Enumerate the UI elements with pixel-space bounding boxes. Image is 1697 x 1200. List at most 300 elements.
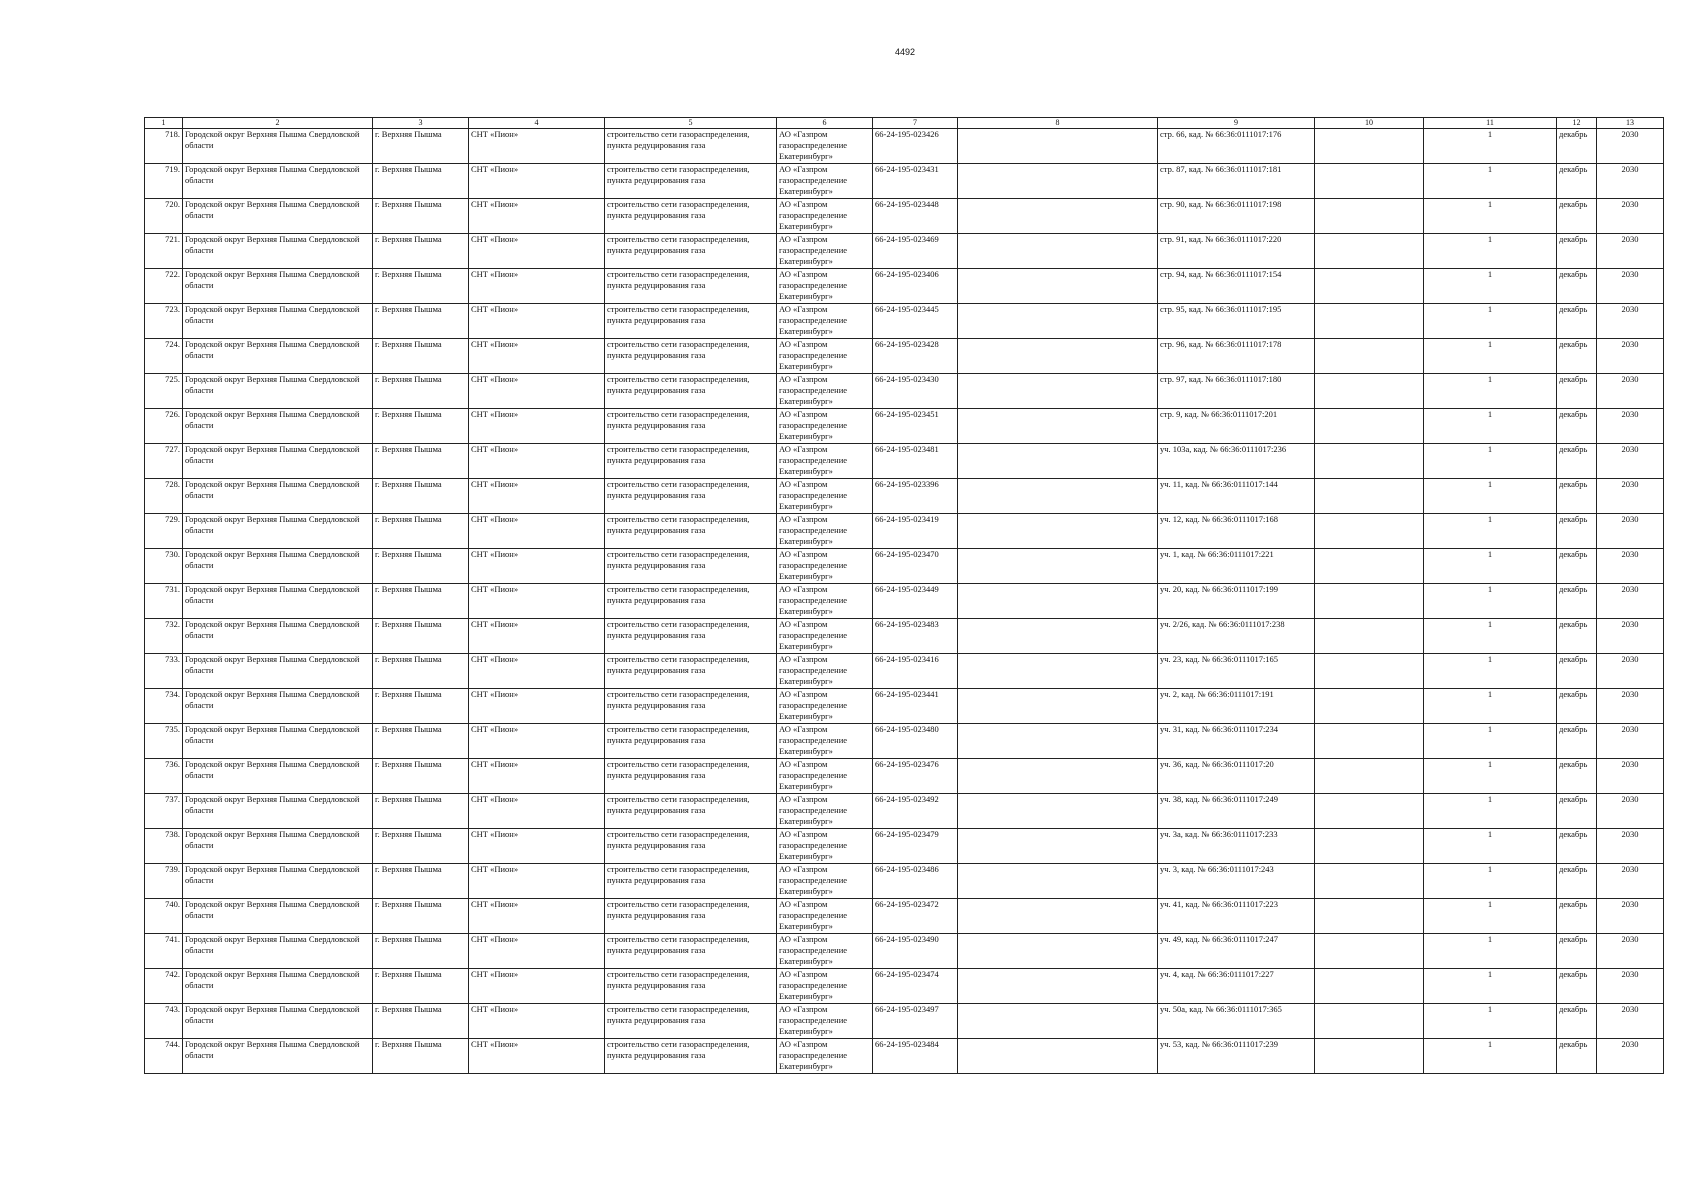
project-code-cell: 66-24-195-023484 (873, 1039, 958, 1074)
city-cell: г. Верхняя Пышма (373, 829, 469, 864)
month-cell: декабрь (1557, 969, 1597, 1004)
column-header: 9 (1158, 118, 1315, 129)
quantity-cell: 1 (1424, 1004, 1557, 1039)
snt-cell: СНТ «Пион» (469, 969, 605, 1004)
organization-cell: АО «Газпром газораспределение Екатеринбург» (777, 934, 873, 969)
project-code-cell: 66-24-195-023470 (873, 549, 958, 584)
project-code-cell: 66-24-195-023476 (873, 759, 958, 794)
address-cell: уч. 31, кад. № 66:36:0111017:234 (1158, 724, 1315, 759)
district-cell: Городской округ Верхняя Пышма Свердловской области (183, 514, 373, 549)
year-cell: 2030 (1597, 619, 1664, 654)
row-number: 722. (145, 269, 183, 304)
district-cell: Городской округ Верхняя Пышма Свердловской области (183, 444, 373, 479)
quantity-cell: 1 (1424, 899, 1557, 934)
address-cell: стр. 90, кад. № 66:36:0111017:198 (1158, 199, 1315, 234)
project-code-cell: 66-24-195-023490 (873, 934, 958, 969)
district-cell: Городской округ Верхняя Пышма Свердловской области (183, 654, 373, 689)
city-cell: г. Верхняя Пышма (373, 444, 469, 479)
address-cell: уч. 103а, кад. № 66:36:0111017:236 (1158, 444, 1315, 479)
snt-cell: СНТ «Пион» (469, 234, 605, 269)
work-type-cell: строительство сети газораспределения, пункта редуцирования газа (605, 584, 777, 619)
snt-cell: СНТ «Пион» (469, 759, 605, 794)
year-cell: 2030 (1597, 759, 1664, 794)
quantity-cell: 1 (1424, 234, 1557, 269)
city-cell: г. Верхняя Пышма (373, 794, 469, 829)
work-type-cell: строительство сети газораспределения, пункта редуцирования газа (605, 619, 777, 654)
table-row (145, 899, 1664, 934)
empty-cell (1315, 479, 1424, 514)
row-number: 740. (145, 899, 183, 934)
row-number: 718. (145, 129, 183, 164)
empty-cell (958, 654, 1158, 689)
organization-cell: АО «Газпром газораспределение Екатеринбург» (777, 1039, 873, 1074)
quantity-cell: 1 (1424, 584, 1557, 619)
work-type-cell: строительство сети газораспределения, пункта редуцирования газа (605, 199, 777, 234)
year-cell: 2030 (1597, 444, 1664, 479)
row-number: 736. (145, 759, 183, 794)
year-cell: 2030 (1597, 234, 1664, 269)
snt-cell: СНТ «Пион» (469, 269, 605, 304)
month-cell: декабрь (1557, 829, 1597, 864)
month-cell: декабрь (1557, 444, 1597, 479)
empty-cell (958, 339, 1158, 374)
month-cell: декабрь (1557, 934, 1597, 969)
district-cell: Городской округ Верхняя Пышма Свердловской области (183, 864, 373, 899)
year-cell: 2030 (1597, 689, 1664, 724)
quantity-cell: 1 (1424, 794, 1557, 829)
project-code-cell: 66-24-195-023396 (873, 479, 958, 514)
district-cell: Городской округ Верхняя Пышма Свердловской области (183, 234, 373, 269)
year-cell: 2030 (1597, 1039, 1664, 1074)
month-cell: декабрь (1557, 339, 1597, 374)
snt-cell: СНТ «Пион» (469, 1039, 605, 1074)
city-cell: г. Верхняя Пышма (373, 654, 469, 689)
column-header: 13 (1597, 118, 1664, 129)
city-cell: г. Верхняя Пышма (373, 864, 469, 899)
project-code-cell: 66-24-195-023451 (873, 409, 958, 444)
empty-cell (1315, 514, 1424, 549)
empty-cell (1315, 724, 1424, 759)
table-row (145, 689, 1664, 724)
district-cell: Городской округ Верхняя Пышма Свердловской области (183, 409, 373, 444)
empty-cell (1315, 374, 1424, 409)
empty-cell (958, 374, 1158, 409)
empty-cell (958, 794, 1158, 829)
month-cell: декабрь (1557, 234, 1597, 269)
table-body (145, 129, 1664, 1074)
empty-cell (958, 724, 1158, 759)
year-cell: 2030 (1597, 269, 1664, 304)
row-number: 735. (145, 724, 183, 759)
work-type-cell: строительство сети газораспределения, пункта редуцирования газа (605, 444, 777, 479)
work-type-cell: строительство сети газораспределения, пункта редуцирования газа (605, 934, 777, 969)
quantity-cell: 1 (1424, 514, 1557, 549)
table-row (145, 129, 1664, 164)
district-cell: Городской округ Верхняя Пышма Свердловской области (183, 374, 373, 409)
empty-cell (958, 514, 1158, 549)
month-cell: декабрь (1557, 724, 1597, 759)
organization-cell: АО «Газпром газораспределение Екатеринбург» (777, 164, 873, 199)
snt-cell: СНТ «Пион» (469, 164, 605, 199)
organization-cell: АО «Газпром газораспределение Екатеринбург» (777, 864, 873, 899)
year-cell: 2030 (1597, 584, 1664, 619)
column-header: 4 (469, 118, 605, 129)
table-row (145, 269, 1664, 304)
month-cell: декабрь (1557, 514, 1597, 549)
empty-cell (958, 759, 1158, 794)
district-cell: Городской округ Верхняя Пышма Свердловской области (183, 199, 373, 234)
address-cell: стр. 94, кад. № 66:36:0111017:154 (1158, 269, 1315, 304)
column-header: 2 (183, 118, 373, 129)
snt-cell: СНТ «Пион» (469, 409, 605, 444)
month-cell: декабрь (1557, 1039, 1597, 1074)
empty-cell (958, 269, 1158, 304)
quantity-cell: 1 (1424, 164, 1557, 199)
snt-cell: СНТ «Пион» (469, 339, 605, 374)
snt-cell: СНТ «Пион» (469, 584, 605, 619)
empty-cell (1315, 444, 1424, 479)
city-cell: г. Верхняя Пышма (373, 409, 469, 444)
month-cell: декабрь (1557, 374, 1597, 409)
address-cell: стр. 96, кад. № 66:36:0111017:178 (1158, 339, 1315, 374)
organization-cell: АО «Газпром газораспределение Екатеринбург» (777, 444, 873, 479)
work-type-cell: строительство сети газораспределения, пункта редуцирования газа (605, 1004, 777, 1039)
table-row (145, 934, 1664, 969)
snt-cell: СНТ «Пион» (469, 864, 605, 899)
quantity-cell: 1 (1424, 199, 1557, 234)
year-cell: 2030 (1597, 794, 1664, 829)
organization-cell: АО «Газпром газораспределение Екатеринбург» (777, 654, 873, 689)
district-cell: Городской округ Верхняя Пышма Свердловской области (183, 549, 373, 584)
district-cell: Городской округ Верхняя Пышма Свердловской области (183, 899, 373, 934)
work-type-cell: строительство сети газораспределения, пункта редуцирования газа (605, 864, 777, 899)
column-number-row (145, 118, 1664, 129)
column-header: 6 (777, 118, 873, 129)
work-type-cell: строительство сети газораспределения, пункта редуцирования газа (605, 759, 777, 794)
table-row (145, 969, 1664, 1004)
organization-cell: АО «Газпром газораспределение Екатеринбург» (777, 549, 873, 584)
city-cell: г. Верхняя Пышма (373, 304, 469, 339)
city-cell: г. Верхняя Пышма (373, 969, 469, 1004)
year-cell: 2030 (1597, 339, 1664, 374)
year-cell: 2030 (1597, 164, 1664, 199)
address-cell: уч. 38, кад. № 66:36:0111017:249 (1158, 794, 1315, 829)
row-number: 743. (145, 1004, 183, 1039)
year-cell: 2030 (1597, 514, 1664, 549)
organization-cell: АО «Газпром газораспределение Екатеринбург» (777, 829, 873, 864)
table-row (145, 724, 1664, 759)
year-cell: 2030 (1597, 899, 1664, 934)
month-cell: декабрь (1557, 1004, 1597, 1039)
year-cell: 2030 (1597, 374, 1664, 409)
address-cell: стр. 95, кад. № 66:36:0111017:195 (1158, 304, 1315, 339)
project-code-cell: 66-24-195-023483 (873, 619, 958, 654)
column-header: 5 (605, 118, 777, 129)
address-cell: стр. 9, кад. № 66:36:0111017:201 (1158, 409, 1315, 444)
city-cell: г. Верхняя Пышма (373, 374, 469, 409)
work-type-cell: строительство сети газораспределения, пункта редуцирования газа (605, 899, 777, 934)
organization-cell: АО «Газпром газораспределение Екатеринбург» (777, 409, 873, 444)
year-cell: 2030 (1597, 199, 1664, 234)
row-number: 729. (145, 514, 183, 549)
district-cell: Городской округ Верхняя Пышма Свердловской области (183, 619, 373, 654)
project-code-cell: 66-24-195-023474 (873, 969, 958, 1004)
project-code-cell: 66-24-195-023419 (873, 514, 958, 549)
project-code-cell: 66-24-195-023448 (873, 199, 958, 234)
organization-cell: АО «Газпром газораспределение Екатеринбург» (777, 199, 873, 234)
table-row (145, 199, 1664, 234)
district-cell: Городской округ Верхняя Пышма Свердловской области (183, 969, 373, 1004)
empty-cell (1315, 409, 1424, 444)
organization-cell: АО «Газпром газораспределение Екатеринбург» (777, 234, 873, 269)
row-number: 728. (145, 479, 183, 514)
city-cell: г. Верхняя Пышма (373, 934, 469, 969)
snt-cell: СНТ «Пион» (469, 654, 605, 689)
district-cell: Городской округ Верхняя Пышма Свердловской области (183, 724, 373, 759)
address-cell: стр. 97, кад. № 66:36:0111017:180 (1158, 374, 1315, 409)
project-code-cell: 66-24-195-023431 (873, 164, 958, 199)
empty-cell (958, 899, 1158, 934)
month-cell: декабрь (1557, 619, 1597, 654)
table-row (145, 374, 1664, 409)
work-type-cell: строительство сети газораспределения, пункта редуцирования газа (605, 479, 777, 514)
quantity-cell: 1 (1424, 829, 1557, 864)
table-row (145, 584, 1664, 619)
work-type-cell: строительство сети газораспределения, пункта редуцирования газа (605, 269, 777, 304)
table-row (145, 164, 1664, 199)
row-number: 744. (145, 1039, 183, 1074)
project-code-cell: 66-24-195-023430 (873, 374, 958, 409)
year-cell: 2030 (1597, 129, 1664, 164)
empty-cell (958, 934, 1158, 969)
table-row (145, 619, 1664, 654)
month-cell: декабрь (1557, 794, 1597, 829)
address-cell: уч. 1, кад. № 66:36:0111017:221 (1158, 549, 1315, 584)
district-cell: Городской округ Верхняя Пышма Свердловской области (183, 794, 373, 829)
month-cell: декабрь (1557, 689, 1597, 724)
empty-cell (1315, 654, 1424, 689)
snt-cell: СНТ «Пион» (469, 374, 605, 409)
row-number: 737. (145, 794, 183, 829)
year-cell: 2030 (1597, 304, 1664, 339)
city-cell: г. Верхняя Пышма (373, 549, 469, 584)
project-code-cell: 66-24-195-023416 (873, 654, 958, 689)
empty-cell (958, 129, 1158, 164)
project-code-cell: 66-24-195-023492 (873, 794, 958, 829)
column-header: 1 (145, 118, 183, 129)
table-row (145, 409, 1664, 444)
year-cell: 2030 (1597, 864, 1664, 899)
snt-cell: СНТ «Пион» (469, 619, 605, 654)
address-cell: уч. 53, кад. № 66:36:0111017:239 (1158, 1039, 1315, 1074)
month-cell: декабрь (1557, 899, 1597, 934)
year-cell: 2030 (1597, 1004, 1664, 1039)
address-cell: стр. 91, кад. № 66:36:0111017:220 (1158, 234, 1315, 269)
table-row (145, 759, 1664, 794)
empty-cell (1315, 129, 1424, 164)
district-cell: Городской округ Верхняя Пышма Свердловской области (183, 164, 373, 199)
district-cell: Городской округ Верхняя Пышма Свердловской области (183, 129, 373, 164)
year-cell: 2030 (1597, 934, 1664, 969)
row-number: 725. (145, 374, 183, 409)
organization-cell: АО «Газпром газораспределение Екатеринбург» (777, 899, 873, 934)
district-cell: Городской округ Верхняя Пышма Свердловской области (183, 269, 373, 304)
snt-cell: СНТ «Пион» (469, 934, 605, 969)
empty-cell (1315, 619, 1424, 654)
table-row (145, 1004, 1664, 1039)
month-cell: декабрь (1557, 864, 1597, 899)
row-number: 726. (145, 409, 183, 444)
table-row (145, 654, 1664, 689)
organization-cell: АО «Газпром газораспределение Екатеринбург» (777, 269, 873, 304)
empty-cell (958, 549, 1158, 584)
year-cell: 2030 (1597, 409, 1664, 444)
organization-cell: АО «Газпром газораспределение Екатеринбург» (777, 759, 873, 794)
work-type-cell: строительство сети газораспределения, пункта редуцирования газа (605, 339, 777, 374)
row-number: 730. (145, 549, 183, 584)
address-cell: стр. 87, кад. № 66:36:0111017:181 (1158, 164, 1315, 199)
district-cell: Городской округ Верхняя Пышма Свердловской области (183, 479, 373, 514)
empty-cell (1315, 899, 1424, 934)
row-number: 723. (145, 304, 183, 339)
empty-cell (1315, 864, 1424, 899)
empty-cell (1315, 1004, 1424, 1039)
city-cell: г. Верхняя Пышма (373, 234, 469, 269)
register-table (144, 117, 1664, 1074)
empty-cell (958, 479, 1158, 514)
organization-cell: АО «Газпром газораспределение Екатеринбург» (777, 1004, 873, 1039)
row-number: 721. (145, 234, 183, 269)
empty-cell (958, 864, 1158, 899)
organization-cell: АО «Газпром газораспределение Екатеринбург» (777, 584, 873, 619)
month-cell: декабрь (1557, 164, 1597, 199)
row-number: 742. (145, 969, 183, 1004)
work-type-cell: строительство сети газораспределения, пункта редуцирования газа (605, 514, 777, 549)
empty-cell (958, 164, 1158, 199)
quantity-cell: 1 (1424, 479, 1557, 514)
row-number: 734. (145, 689, 183, 724)
organization-cell: АО «Газпром газораспределение Екатеринбург» (777, 514, 873, 549)
page-number: 4492 (894, 47, 916, 57)
row-number: 727. (145, 444, 183, 479)
district-cell: Городской округ Верхняя Пышма Свердловской области (183, 934, 373, 969)
address-cell: уч. 11, кад. № 66:36:0111017:144 (1158, 479, 1315, 514)
organization-cell: АО «Газпром газораспределение Екатеринбург» (777, 619, 873, 654)
empty-cell (958, 689, 1158, 724)
organization-cell: АО «Газпром газораспределение Екатеринбург» (777, 689, 873, 724)
row-number: 731. (145, 584, 183, 619)
row-number: 739. (145, 864, 183, 899)
work-type-cell: строительство сети газораспределения, пункта редуцирования газа (605, 129, 777, 164)
snt-cell: СНТ «Пион» (469, 129, 605, 164)
city-cell: г. Верхняя Пышма (373, 1004, 469, 1039)
table-row (145, 234, 1664, 269)
month-cell: декабрь (1557, 409, 1597, 444)
empty-cell (1315, 689, 1424, 724)
column-header: 7 (873, 118, 958, 129)
table-row (145, 549, 1664, 584)
row-number: 724. (145, 339, 183, 374)
empty-cell (958, 1004, 1158, 1039)
row-number: 732. (145, 619, 183, 654)
table-row (145, 339, 1664, 374)
month-cell: декабрь (1557, 129, 1597, 164)
project-code-cell: 66-24-195-023481 (873, 444, 958, 479)
quantity-cell: 1 (1424, 1039, 1557, 1074)
city-cell: г. Верхняя Пышма (373, 619, 469, 654)
address-cell: уч. 23, кад. № 66:36:0111017:165 (1158, 654, 1315, 689)
snt-cell: СНТ «Пион» (469, 1004, 605, 1039)
address-cell: уч. 3, кад. № 66:36:0111017:243 (1158, 864, 1315, 899)
quantity-cell: 1 (1424, 759, 1557, 794)
project-code-cell: 66-24-195-023428 (873, 339, 958, 374)
month-cell: декабрь (1557, 584, 1597, 619)
empty-cell (958, 619, 1158, 654)
city-cell: г. Верхняя Пышма (373, 584, 469, 619)
row-number: 738. (145, 829, 183, 864)
month-cell: декабрь (1557, 654, 1597, 689)
project-code-cell: 66-24-195-023445 (873, 304, 958, 339)
row-number: 733. (145, 654, 183, 689)
project-code-cell: 66-24-195-023441 (873, 689, 958, 724)
city-cell: г. Верхняя Пышма (373, 689, 469, 724)
empty-cell (958, 199, 1158, 234)
empty-cell (958, 444, 1158, 479)
work-type-cell: строительство сети газораспределения, пункта редуцирования газа (605, 969, 777, 1004)
empty-cell (958, 409, 1158, 444)
empty-cell (958, 304, 1158, 339)
address-cell: уч. 36, кад. № 66:36:0111017:20 (1158, 759, 1315, 794)
empty-cell (958, 234, 1158, 269)
table-row (145, 864, 1664, 899)
column-header: 12 (1557, 118, 1597, 129)
organization-cell: АО «Газпром газораспределение Екатеринбург» (777, 969, 873, 1004)
city-cell: г. Верхняя Пышма (373, 1039, 469, 1074)
city-cell: г. Верхняя Пышма (373, 129, 469, 164)
district-cell: Городской округ Верхняя Пышма Свердловской области (183, 1039, 373, 1074)
table-row (145, 1039, 1664, 1074)
district-cell: Городской округ Верхняя Пышма Свердловской области (183, 829, 373, 864)
month-cell: декабрь (1557, 759, 1597, 794)
column-header: 3 (373, 118, 469, 129)
organization-cell: АО «Газпром газораспределение Екатеринбург» (777, 479, 873, 514)
address-cell: уч. 12, кад. № 66:36:0111017:168 (1158, 514, 1315, 549)
project-code-cell: 66-24-195-023449 (873, 584, 958, 619)
year-cell: 2030 (1597, 654, 1664, 689)
work-type-cell: строительство сети газораспределения, пункта редуцирования газа (605, 304, 777, 339)
snt-cell: СНТ «Пион» (469, 689, 605, 724)
organization-cell: АО «Газпром газораспределение Екатеринбург» (777, 374, 873, 409)
table-row (145, 479, 1664, 514)
address-cell: стр. 66, кад. № 66:36:0111017:176 (1158, 129, 1315, 164)
year-cell: 2030 (1597, 479, 1664, 514)
organization-cell: АО «Газпром газораспределение Екатеринбург» (777, 304, 873, 339)
quantity-cell: 1 (1424, 654, 1557, 689)
quantity-cell: 1 (1424, 864, 1557, 899)
address-cell: уч. 3а, кад. № 66:36:0111017:233 (1158, 829, 1315, 864)
empty-cell (958, 969, 1158, 1004)
work-type-cell: строительство сети газораспределения, пункта редуцирования газа (605, 164, 777, 199)
district-cell: Городской округ Верхняя Пышма Свердловской области (183, 1004, 373, 1039)
quantity-cell: 1 (1424, 969, 1557, 1004)
project-code-cell: 66-24-195-023469 (873, 234, 958, 269)
empty-cell (1315, 164, 1424, 199)
year-cell: 2030 (1597, 969, 1664, 1004)
city-cell: г. Верхняя Пышма (373, 269, 469, 304)
snt-cell: СНТ «Пион» (469, 899, 605, 934)
work-type-cell: строительство сети газораспределения, пункта редуцирования газа (605, 374, 777, 409)
quantity-cell: 1 (1424, 689, 1557, 724)
